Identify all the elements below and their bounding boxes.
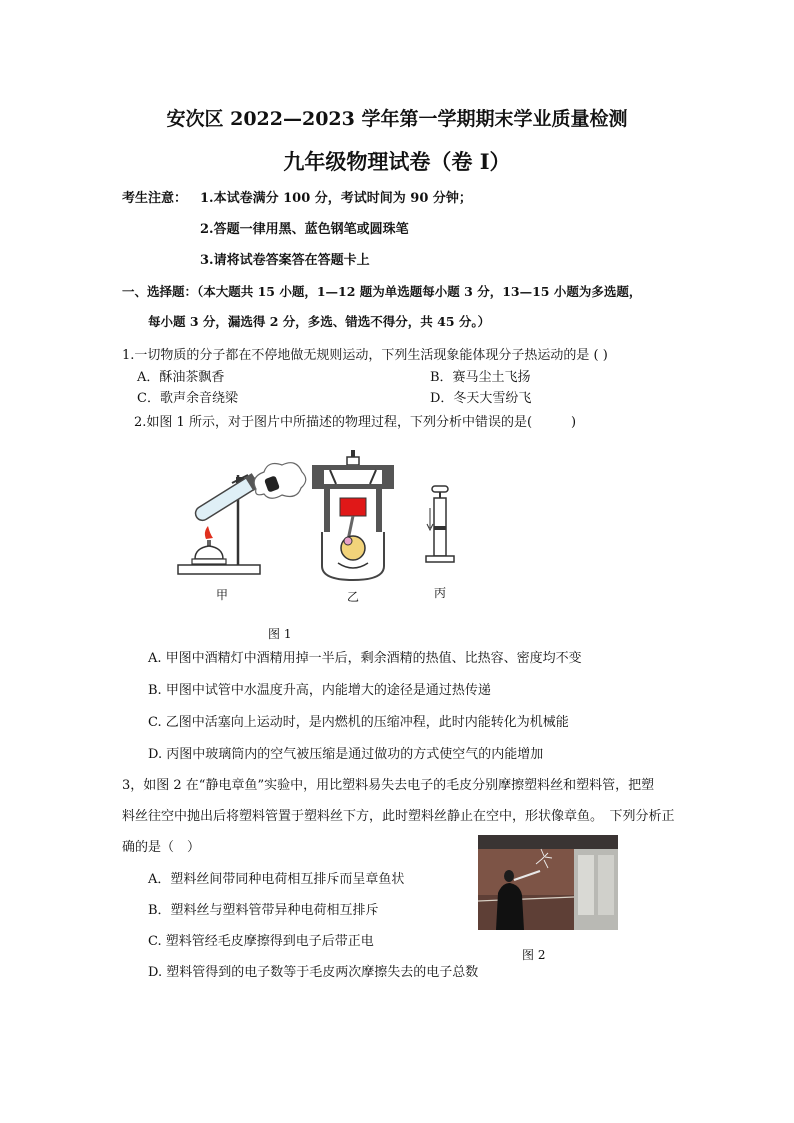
question-3-option-b: B．塑料丝与塑料管带异种电荷相互排斥 <box>148 903 379 918</box>
question-1-stem: 1.一切物质的分子都在不停地做无规则运动，下列生活现象能体现分子热运动的是 ( ) <box>122 348 608 363</box>
figure-2-caption: 图 2 <box>522 948 546 962</box>
question-1-option-b: B．赛马尘土飞扬 <box>430 370 531 385</box>
notice-item-3: 3.请将试卷答案答在答题卡上 <box>200 253 370 268</box>
question-3-stem-line2: 料丝往空中抛出后将塑料管置于塑料丝下方，此时塑料丝静止在空中，形状像章鱼。 下列分析正 <box>122 809 675 824</box>
question-1-option-d: D．冬天大雪纷飞 <box>430 391 532 406</box>
question-1-option-a: A．酥油茶飘香 <box>137 370 225 385</box>
question-3-stem-line1: 3，如图 2 在“静电章鱼”实验中，用比塑料易失去电子的毛皮分别摩擦塑料丝和塑料管，把塑 <box>122 778 655 793</box>
figure-2-photo <box>478 835 618 930</box>
notice-label: 考生注意： <box>122 191 188 206</box>
notice-item-1: 1.本试卷满分 100 分，考试时间为 90 分钟； <box>200 191 472 206</box>
question-1-option-c: C．歌声余音绕梁 <box>137 391 238 406</box>
question-2-option-a: A. 甲图中酒精灯中酒精用掉一半后，剩余酒精的热值、比热容、密度均不变 <box>148 651 582 666</box>
figure-1-bing-illustration <box>422 484 458 568</box>
section-instruction-line2: 每小题 3 分，漏选得 2 分，多选、错选不得分，共 45 分。） <box>148 314 491 329</box>
figure-1-label-jia: 甲 <box>216 588 229 602</box>
exam-title: 安次区 2022—2023 学年第一学期期末学业质量检测 <box>166 108 628 130</box>
figure-1-caption: 图 1 <box>268 627 292 641</box>
exam-subtitle: 九年级物理试卷（卷 I） <box>283 149 511 174</box>
question-3-option-d: D. 塑料管得到的电子数等于毛皮两次摩擦失去的电子总数 <box>148 965 479 980</box>
figure-1-yi-illustration <box>308 448 398 583</box>
question-2-option-d: D. 丙图中玻璃筒内的空气被压缩是通过做功的方式使空气的内能增加 <box>148 747 544 762</box>
question-2-stem: 2.如图 1 所示，对于图片中所描述的物理过程，下列分析中错误的是( ) <box>134 415 577 430</box>
question-3-stem-line3: 确的是（ ） <box>122 840 201 855</box>
notice-item-2: 2.答题一律用黑、蓝色钢笔或圆珠笔 <box>200 222 409 237</box>
question-2-option-b: B. 甲图中试管中水温度升高，内能增大的途径是通过热传递 <box>148 683 491 698</box>
section-instruction-line1: 一、选择题：（本大题共 15 小题，1—12 题为单选题每小题 3 分，13—15 小题为多选题， <box>122 284 642 299</box>
figure-1-label-bing: 丙 <box>434 586 447 600</box>
figure-1-label-yi: 乙 <box>347 590 360 604</box>
question-3-option-a: A．塑料丝间带同种电荷相互排斥而呈章鱼状 <box>148 872 405 887</box>
figure-1-jia-illustration <box>170 455 310 585</box>
question-3-option-c: C. 塑料管经毛皮摩擦得到电子后带正电 <box>148 934 374 949</box>
question-2-option-c: C. 乙图中活塞向上运动时，是内燃机的压缩冲程，此时内能转化为机械能 <box>148 715 569 730</box>
